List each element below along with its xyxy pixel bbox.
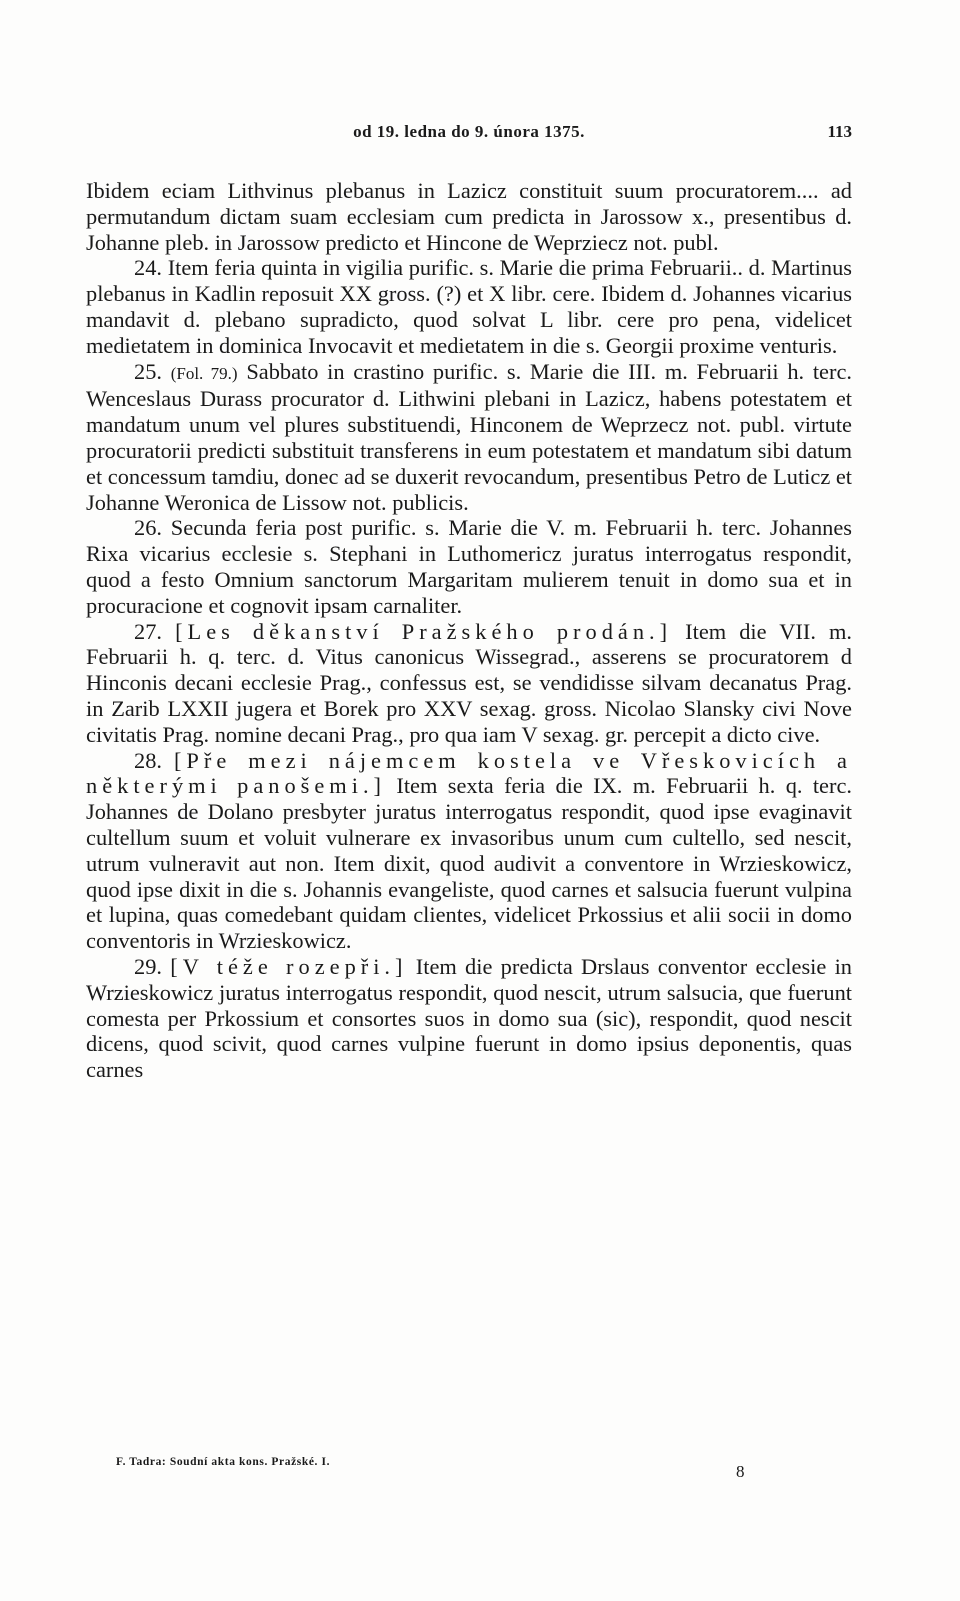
- entry-text: Item die VII. m. Februarii h. q. terc. d. Vitus canonicus Wissegrad., asserens se procuratorem d Hinconis decani ecclesie Prag., confessus est, se vendidisse silvam decanatus Prag. in Zarib LXXII jugera et Borek pro XXV sexag. gross. Nicolao Slansky civi Nove civitatis Prag. nomine decani Prag., pro qua iam V sexag. gr. percepit a dicto cive.: [86, 618, 852, 747]
- running-head: od 19. ledna do 9. února 1375.: [353, 122, 585, 141]
- body-text: [86, 178, 852, 1083]
- entry-number: 26.: [134, 515, 162, 541]
- entry-29: [86, 954, 852, 1083]
- page-footer: [86, 1456, 852, 1486]
- page-header: [86, 122, 852, 146]
- paragraph-text: Ibidem eciam Lithvinus plebanus in Lazicz constituit suum procuratorem.... ad permutandum dictam suam ecclesiam cum predicta in Jarossow x., presentibus d. Johanne pleb. in Jarossow predicto et Hincone de Weprziecz not. publ.: [86, 178, 852, 255]
- entry-number: 25.: [134, 358, 162, 384]
- entry-text: Item sexta feria die IX. m. Februarii h. q. terc. Johannes de Dolano presbyter juratus interrogatus respondit, quod ipse evaginavit cultellum suum et voluit vulnerare ex invasoribus unum cum cultello, sed nescit, utrum vulneravit aut non. Item dixit, quod audivit a conventore in Wrzieskowicz, quod ipse dixit in die s. Johannis evangeliste, quod carnes et salsucia fuerunt vulpina et lupina, quas comedebant quidam clientes, videlicet Prkossius et alii socii in domo conventoris in Wrzieskowicz.: [86, 773, 852, 954]
- entry-heading: [Les děkanství Pražského prodán.]: [175, 618, 673, 644]
- entry-26: [86, 515, 852, 618]
- signature-mark: 8: [736, 1462, 745, 1481]
- entry-text: Sabbato in crastino purific. s. Marie die III. m. Februarii h. terc. Wenceslaus Durass procurator d. Lithwini plebani in Lazicz, habens potestatem et mandatum unum vel plures substituendi, Hinconem de Weprzecz not. publ. virtute procuratorii predicti substituit transferens in eum potestatem et mandatum sibi datum et concessum tamdiu, donec ad se duxerit revocandum, presentibus Petro de Luticz et Johanne Weronica de Lissow not. publicis.: [86, 358, 853, 515]
- entry-number: 28.: [134, 747, 162, 773]
- entry-24: [86, 255, 852, 358]
- entry-27: [86, 619, 852, 748]
- entry-number: 24.: [134, 255, 162, 281]
- entry-heading: [Pře mezi nájemcem kostela ve Vřeskovicích a některými panošemi.]: [86, 747, 852, 799]
- entry-number: 27.: [134, 618, 162, 644]
- entry-text: Item die predicta Drslaus conventor ecclesie in Wrzieskowicz juratus interrogatus respondit, quod nescit, utrum salsucia, que fuerunt comesta per Prkossium et consortes suos in domo sua (sic), respondit, quod nescit dicens, quod scivit, quod carnes vulpine fuerunt in domo ipsius deponentis, quas carnes: [86, 953, 852, 1083]
- entry-heading: [V téže rozepři.]: [170, 953, 408, 979]
- page-number: 113: [827, 122, 852, 141]
- entry-number: 29.: [134, 953, 162, 979]
- footer-citation: F. Tadra: Soudní akta kons. Pražské. I.: [116, 1456, 331, 1468]
- entry-28: [86, 748, 852, 954]
- folio-reference: (Fol. 79.): [170, 363, 238, 383]
- paragraph-continuation: [86, 178, 852, 255]
- entry-25: [86, 359, 852, 516]
- entry-text: Secunda feria post purific. s. Marie die V. m. Februarii h. terc. Johannes Rixa vicarius ecclesie s. Stephani in Luthomericz juratus interrogatus respondit, quod a festo Omnium sanctorum Margaritam mulierem tenuit in domo sua et in procuracione et cognovit ipsam carnaliter.: [86, 515, 852, 618]
- entry-text: Item feria quinta in vigilia purific. s. Marie die prima Februarii.. d. Martinus plebanus in Kadlin reposuit XX gross. (?) et X libr. cere. Ibidem d. Johannes vicarius mandavit d. plebano supradicto, quod solvat L libr. cere pro pena, videlicet medietatem in dominica Invocavit et medietatem in die s. Georgii proxime venturis.: [86, 255, 852, 358]
